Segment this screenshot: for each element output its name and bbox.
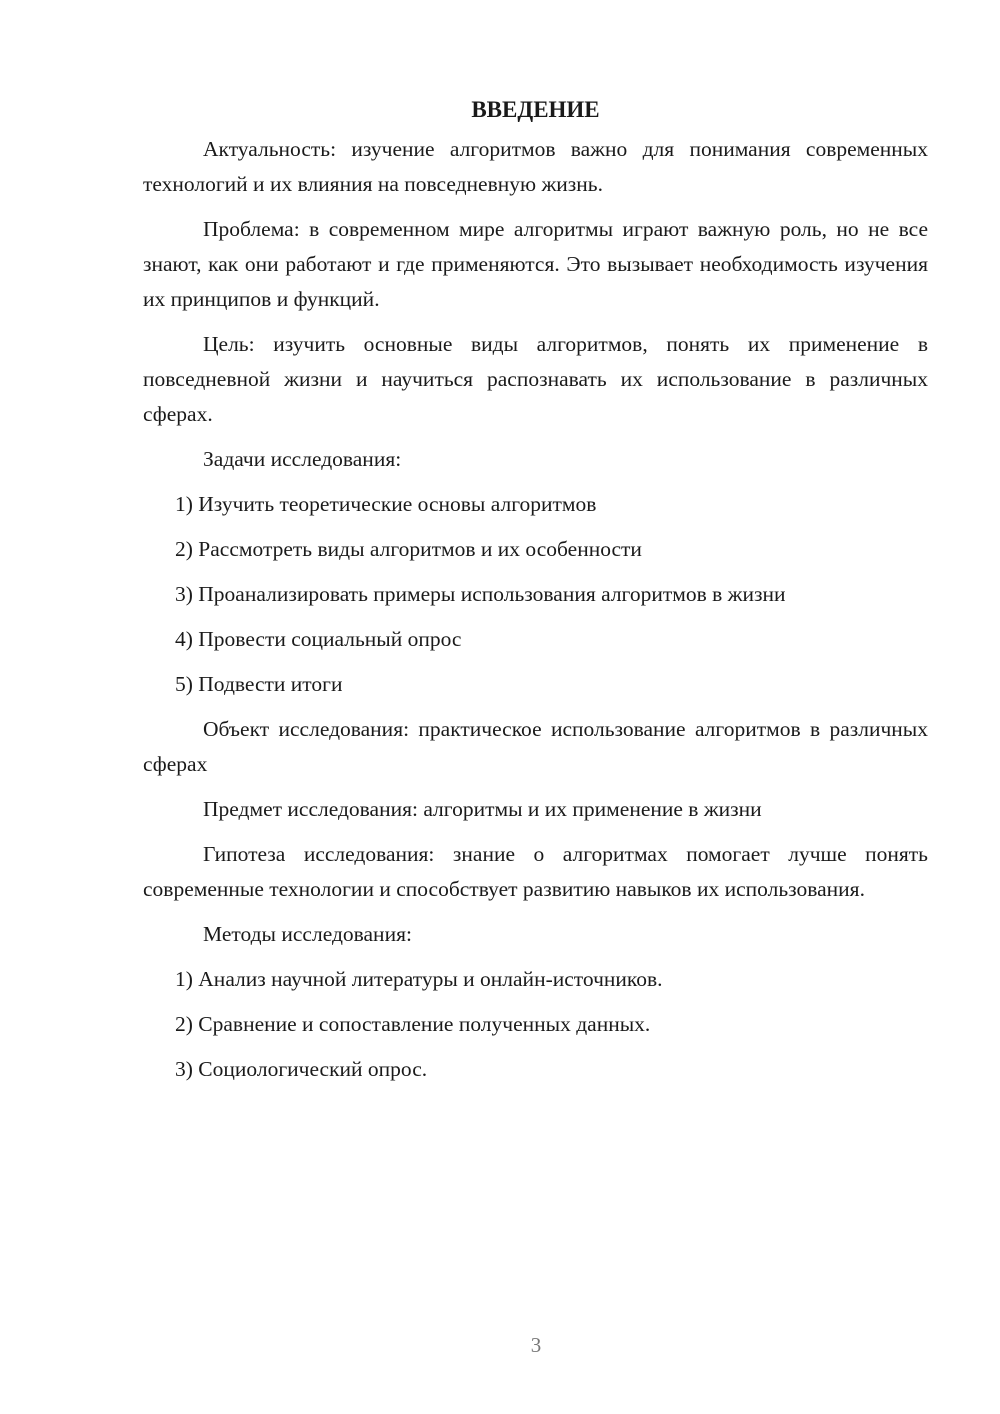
tasks-heading: Задачи исследования: <box>203 447 402 471</box>
task-item: 2) Рассмотреть виды алгоритмов и их особенности <box>175 537 642 561</box>
task-item: 1) Изучить теоретические основы алгоритмов <box>175 492 597 516</box>
method-item: 2) Сравнение и сопоставление полученных данных. <box>175 1012 651 1036</box>
task-item: 5) Подвести итоги <box>175 672 343 696</box>
section-title: ВВЕДЕНИЕ <box>471 97 600 122</box>
paragraph-object: Объект исследования: практическое использование алгоритмов в различных сферах <box>143 717 928 776</box>
task-item: 4) Провести социальный опрос <box>175 627 462 651</box>
method-item: 3) Социологический опрос. <box>175 1057 428 1081</box>
task-item: 3) Проанализировать примеры использования алгоритмов в жизни <box>175 582 786 606</box>
paragraph-subject: Предмет исследования: алгоритмы и их применение в жизни <box>203 797 762 821</box>
method-item: 1) Анализ научной литературы и онлайн-источников. <box>175 967 663 991</box>
paragraph-relevance: Актуальность: изучение алгоритмов важно для понимания современных технологий и их влияния на повседневную жизнь. <box>143 137 928 196</box>
paragraph-problem: Проблема: в современном мире алгоритмы играют важную роль, но не все знают, как они работают и где применяются. Это вызывает необходимость изучения их принципов и функций. <box>143 217 928 311</box>
methods-heading: Методы исследования: <box>203 922 412 946</box>
page-number: 3 <box>530 1333 542 1357</box>
paragraph-goal: Цель: изучить основные виды алгоритмов, понять их применение в повседневной жизни и научиться распознавать их использование в различных сферах. <box>143 332 928 426</box>
document-page <box>143 92 928 1097</box>
paragraph-hypothesis: Гипотеза исследования: знание о алгоритмах помогает лучше понять современные технологии и способствует развитию навыков их использования. <box>143 842 928 901</box>
